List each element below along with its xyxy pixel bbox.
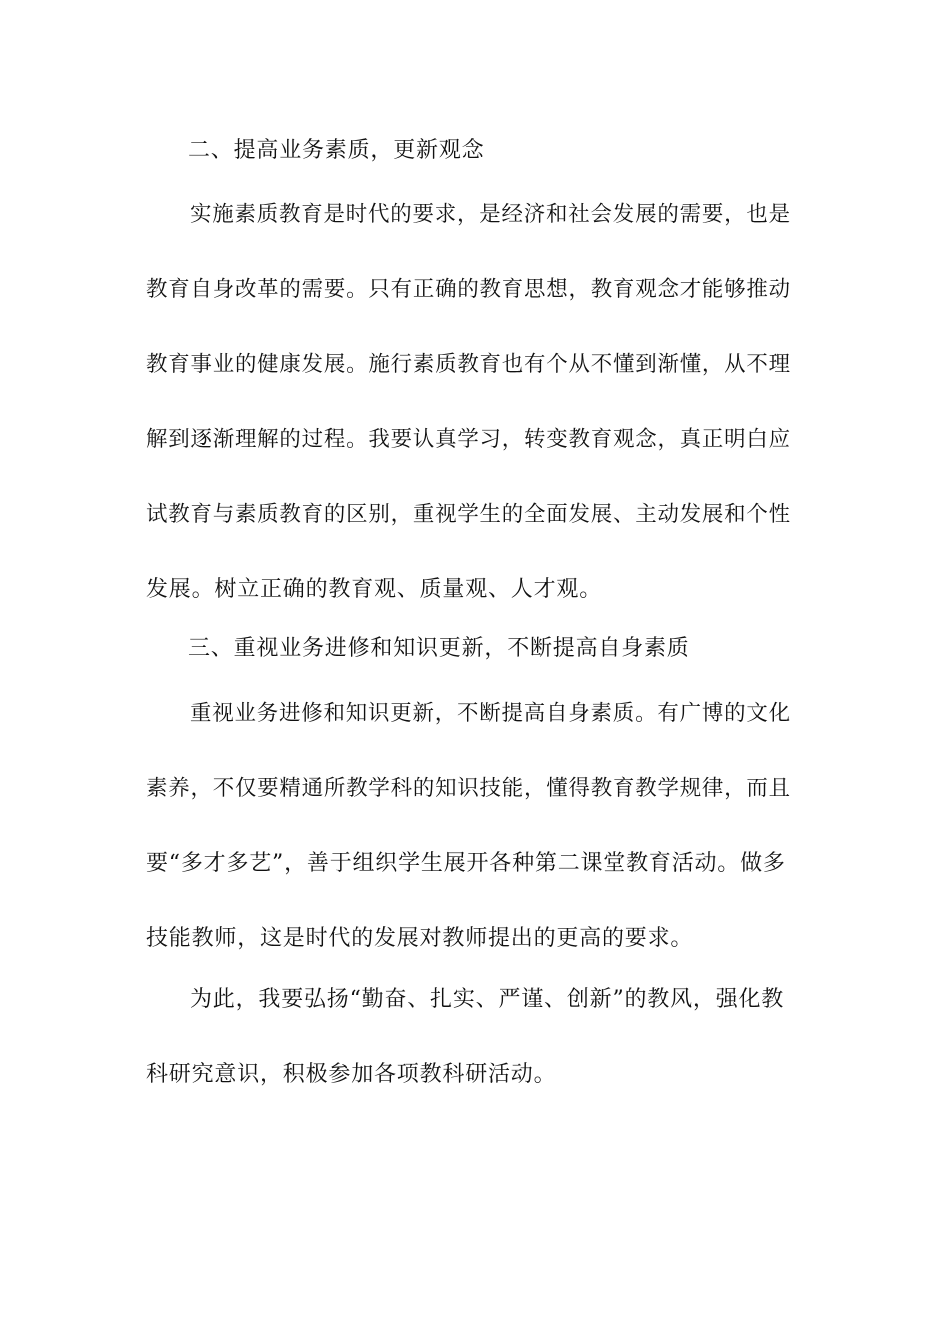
paragraph-line: 素养，不仅要精通所教学科的知识技能，懂得教育教学规律，而且 — [146, 776, 791, 801]
section-heading-3: 三、重视业务进修和知识更新，不断提高自身素质 — [188, 636, 690, 661]
paragraph-1 — [146, 177, 794, 627]
paragraph-line: 教育事业的健康发展。施行素质教育也有个从不懂到渐懂，从不理 — [146, 352, 791, 377]
section-heading-2: 二、提高业务素质，更新观念 — [188, 138, 485, 163]
paragraph-line: 要“多才多艺”，善于组织学生展开各种第二课堂教育活动。做多 — [146, 851, 786, 876]
paragraph-line: 发展。树立正确的教育观、质量观、人才观。 — [146, 577, 603, 602]
paragraph-line: 科研究意识，积极参加各项教科研活动。 — [146, 1062, 557, 1087]
paragraph-line: 重视业务进修和知识更新，不断提高自身素质。有广博的文化 — [190, 701, 791, 726]
paragraph-3 — [146, 962, 794, 1112]
paragraph-line: 技能教师，这是时代的发展对教师提出的更高的要求。 — [146, 926, 694, 951]
paragraph-2 — [146, 676, 794, 976]
paragraph-line: 解到逐渐理解的过程。我要认真学习，转变教育观念，真正明白应 — [146, 427, 791, 452]
paragraph-line: 教育自身改革的需要。只有正确的教育思想，教育观念才能够推动 — [146, 277, 791, 302]
paragraph-line: 为此，我要弘扬“勤奋、扎实、严谨、创新”的教风，强化教 — [190, 987, 785, 1012]
paragraph-line: 试教育与素质教育的区别，重视学生的全面发展、主动发展和个性 — [146, 502, 791, 527]
paragraph-line: 实施素质教育是时代的要求，是经济和社会发展的需要，也是 — [190, 202, 791, 227]
